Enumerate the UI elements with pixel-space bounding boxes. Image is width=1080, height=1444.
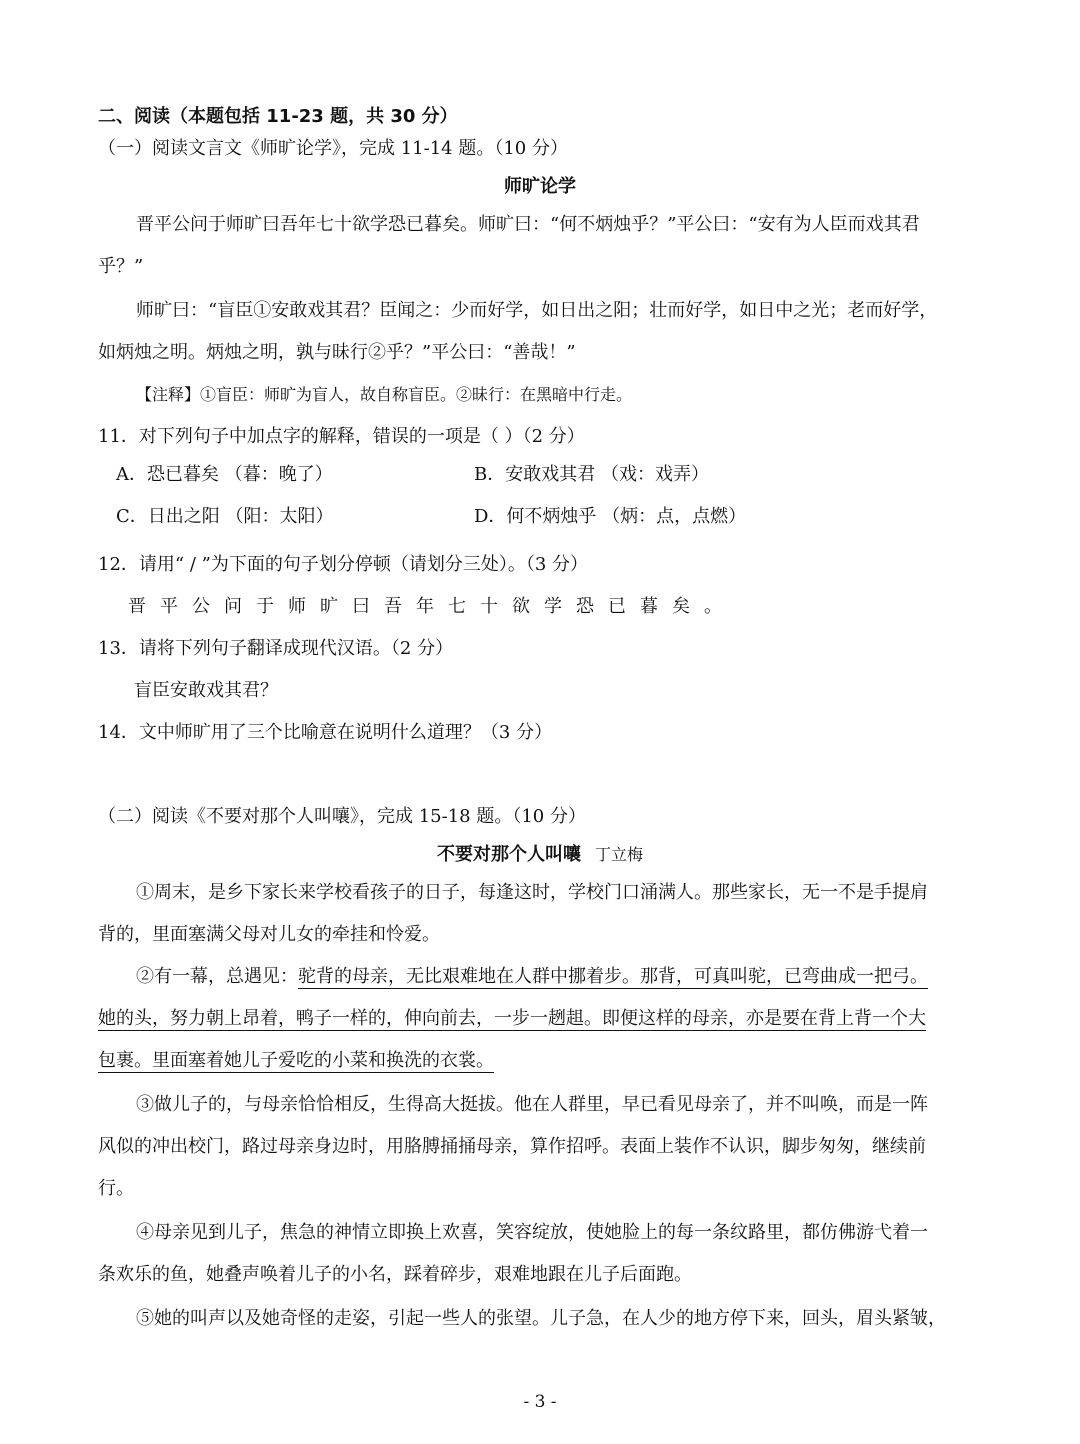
p2-line1-underlined: 驼背的母亲，无比艰难地在人群中挪着步。那背，可真叫驼，已弯曲成一把弓。: [298, 966, 928, 987]
page-number: - 3 -: [523, 1392, 557, 1412]
q13-sentence: 盲臣安敢戏其君？: [134, 680, 278, 701]
q11-option-b: B．安敢戏其君 （戏：戏弄）: [474, 464, 709, 485]
part1-para1-line2: 乎？”: [98, 256, 144, 277]
question-11: 11．对下列句子中加点字的解释，错误的一项是（ ）（2 分）: [98, 426, 585, 447]
p4-line2: 条欢乐的鱼，她叠声唤着儿子的小名，踩着碎步，艰难地跟在儿子后面跑。: [98, 1264, 692, 1285]
p3-line3: 行。: [98, 1178, 134, 1199]
p5-line1: ⑤她的叫声以及她奇怪的走姿，引起一些人的张望。儿子急，在人少的地方停下来，回头，眉头紧皱，: [136, 1308, 946, 1329]
part2-intro: （二）阅读《不要对那个人叫嚷》，完成 15-18 题。（10 分）: [98, 806, 586, 827]
p2-line1: [136, 964, 928, 990]
p2-line1-lead: ②有一幕，总遇见：: [136, 966, 298, 987]
question-14: 14．文中师旷用了三个比喻意在说明什么道理？（3 分）: [98, 722, 553, 743]
q11-option-d: D．何不炳烛乎 （炳：点，点燃）: [474, 506, 747, 527]
question-12: 12．请用“ / ”为下面的句子划分停顿（请划分三处）。（3 分）: [98, 554, 588, 575]
q12-sentence: 晋平公问于师旷曰吾年七十欲学恐已暮矣。: [128, 596, 736, 617]
part1-para1-line1: 晋平公问于师旷曰吾年七十欲学恐已暮矣。师旷曰：“何不炳烛乎？”平公曰：“安有为人臣而戏其君: [136, 214, 920, 235]
p1-line2: 背的，里面塞满父母对儿女的牵挂和怜爱。: [98, 924, 440, 945]
p2-line3: 包裹。里面塞着她儿子爱吃的小菜和换洗的衣裳。: [98, 1050, 494, 1071]
part2-title-row: [0, 840, 1080, 866]
annotation-note: 【注释】①盲臣：师旷为盲人，故自称盲臣。②昧行：在黑暗中行走。: [136, 385, 633, 404]
question-13: 13．请将下列句子翻译成现代汉语。（2 分）: [98, 638, 454, 659]
section-header: 二、阅读（本题包括 11-23 题，共 30 分）: [98, 106, 458, 127]
part2-author: 丁立梅: [594, 845, 643, 864]
part1-title: 师旷论学: [504, 176, 576, 197]
p3-line1: ③做儿子的，与母亲恰恰相反，生得高大挺拔。他在人群里，早已看见母亲了，并不叫唤，而是一阵: [136, 1094, 928, 1115]
part2-title: 不要对那个人叫嚷: [436, 844, 581, 865]
part1-intro: （一）阅读文言文《师旷论学》，完成 11-14 题。（10 分）: [98, 138, 568, 159]
part1-para2-line1: 师旷曰：“盲臣①安敢戏其君？臣闻之：少而好学，如日出之阳；壮而好学，如日中之光；老而好学，: [136, 300, 938, 321]
p2-line2: 她的头，努力朝上昂着，鸭子一样的，伸向前去，一步一趔趄。即便这样的母亲，亦是要在背上背一个大: [98, 1008, 926, 1029]
part1-para2-line2: 如炳烛之明。炳烛之明，孰与昧行②乎？”平公曰：“善哉！”: [98, 342, 576, 363]
p4-line1: ④母亲见到儿子，焦急的神情立即换上欢喜，笑容绽放，使她脸上的每一条纹路里，都仿佛游弋着一: [136, 1222, 928, 1243]
q11-option-c: C．日出之阳 （阳：太阳）: [116, 506, 334, 527]
p3-line2: 风似的冲出校门，路过母亲身边时，用胳膊捅捅母亲，算作招呼。表面上装作不认识，脚步匆匆，继续前: [98, 1136, 926, 1157]
p1-line1: ①周末，是乡下家长来学校看孩子的日子，每逢这时，学校门口涌满人。那些家长，无一不是手提肩: [136, 882, 928, 903]
q11-option-a: A．恐已暮矣 （暮：晚了）: [116, 464, 333, 485]
